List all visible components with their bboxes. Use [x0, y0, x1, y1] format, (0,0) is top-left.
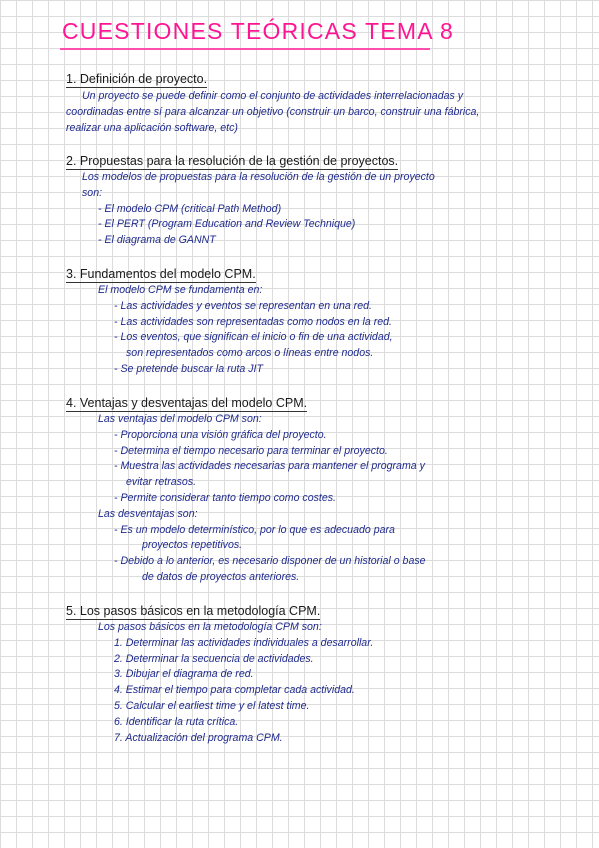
section-3-item-3: - Los eventos, que significan el inicio o fin de una actividad,	[114, 331, 393, 344]
section-2-item-1: - El modelo CPM (critical Path Method)	[98, 202, 282, 215]
section-3-item-1: - Las actividades y eventos se representan en una red.	[114, 299, 372, 312]
section-2-heading: 2. Propuestas para la resolución de la gestión de proyectos.	[66, 154, 399, 168]
section-5-intro: Los pasos básicos en la metodología CPM son:	[98, 621, 322, 633]
section-5-heading: 5. Los pasos básicos en la metodología CPM.	[66, 604, 321, 618]
section-1-line-2: coordinadas entre sí para alcanzar un objetivo (construir un barco, construir una fábrica,	[66, 105, 480, 118]
section-4-ventaja-2: - Determina el tiempo necesario para terminar el proyecto.	[114, 444, 388, 457]
section-5-step-6: 6. Identificar la ruta crítica.	[114, 715, 239, 728]
section-5-step-4: 4. Estimar el tiempo para completar cada actividad.	[114, 684, 355, 697]
section-4-desventaja-1: - Es un modelo determinístico, por lo que es adecuado para	[114, 523, 395, 536]
section-4-ventaja-4: - Permite considerar tanto tiempo como costes.	[114, 491, 336, 504]
section-4-ventajas-intro: Las ventajas del modelo CPM son:	[98, 413, 262, 425]
section-5-step-3: 3. Dibujar el diagrama de red.	[114, 668, 254, 681]
section-2-item-3: - El diagrama de GANNT	[98, 234, 216, 247]
page-title: CUESTIONES TEÓRICAS TEMA 8	[62, 18, 455, 44]
section-4-desventaja-2: - Debido a lo anterior, es necesario disponer de un historial o base	[114, 555, 426, 568]
section-1-line-1: Un proyecto se puede definir como el conjunto de actividades interrelacionadas y	[82, 90, 464, 102]
section-5-step-1: 1. Determinar las actividades individuales a desarrollar.	[114, 636, 374, 649]
section-5	[66, 600, 586, 746]
section-3-item-2: - Las actividades son representadas como nodos en la red.	[114, 315, 392, 328]
section-3-intro: El modelo CPM se fundamenta en:	[98, 284, 263, 296]
section-4-ventaja-3-cont: evitar retrasos.	[126, 476, 197, 489]
section-5-step-7: 7. Actualización del programa CPM.	[114, 731, 283, 744]
section-4-heading: 4. Ventajas y desventajas del modelo CPM.	[66, 396, 308, 410]
section-4-desventaja-1-cont: proyectos repetitivos.	[142, 539, 243, 552]
section-4-desventaja-2-cont: de datos de proyectos anteriores.	[142, 570, 300, 583]
section-1	[66, 68, 586, 136]
section-3-item-3-cont: son representados como arcos o líneas entre nodos.	[126, 347, 374, 360]
section-1-heading: 1. Definición de proyecto.	[66, 72, 208, 86]
section-5-step-5: 5. Calcular el earliest time y el latest time.	[114, 699, 310, 712]
section-2	[66, 150, 586, 249]
section-4-desventajas-intro: Las desventajas son:	[98, 507, 198, 520]
section-4-ventaja-1: - Proporciona una visión gráfica del proyecto.	[114, 428, 327, 441]
section-4-ventaja-3: - Muestra las actividades necesarias para mantener el programa y	[114, 460, 425, 473]
section-3	[66, 263, 586, 378]
section-3-heading: 3. Fundamentos del modelo CPM.	[66, 267, 256, 281]
title-underline	[60, 48, 430, 50]
section-2-intro-2: son:	[82, 186, 103, 199]
section-4	[66, 392, 586, 586]
section-2-intro-1: Los modelos de propuestas para la resolución de la gestión de un proyecto	[82, 171, 435, 183]
section-3-item-4: - Se pretende buscar la ruta JIT	[114, 362, 263, 375]
section-2-item-2: - El PERT (Program Education and Review Technique)	[98, 218, 356, 231]
section-5-step-2: 2. Determinar la secuencia de actividades.	[114, 652, 314, 665]
section-1-line-3: realizar una aplicación software, etc)	[66, 121, 238, 134]
